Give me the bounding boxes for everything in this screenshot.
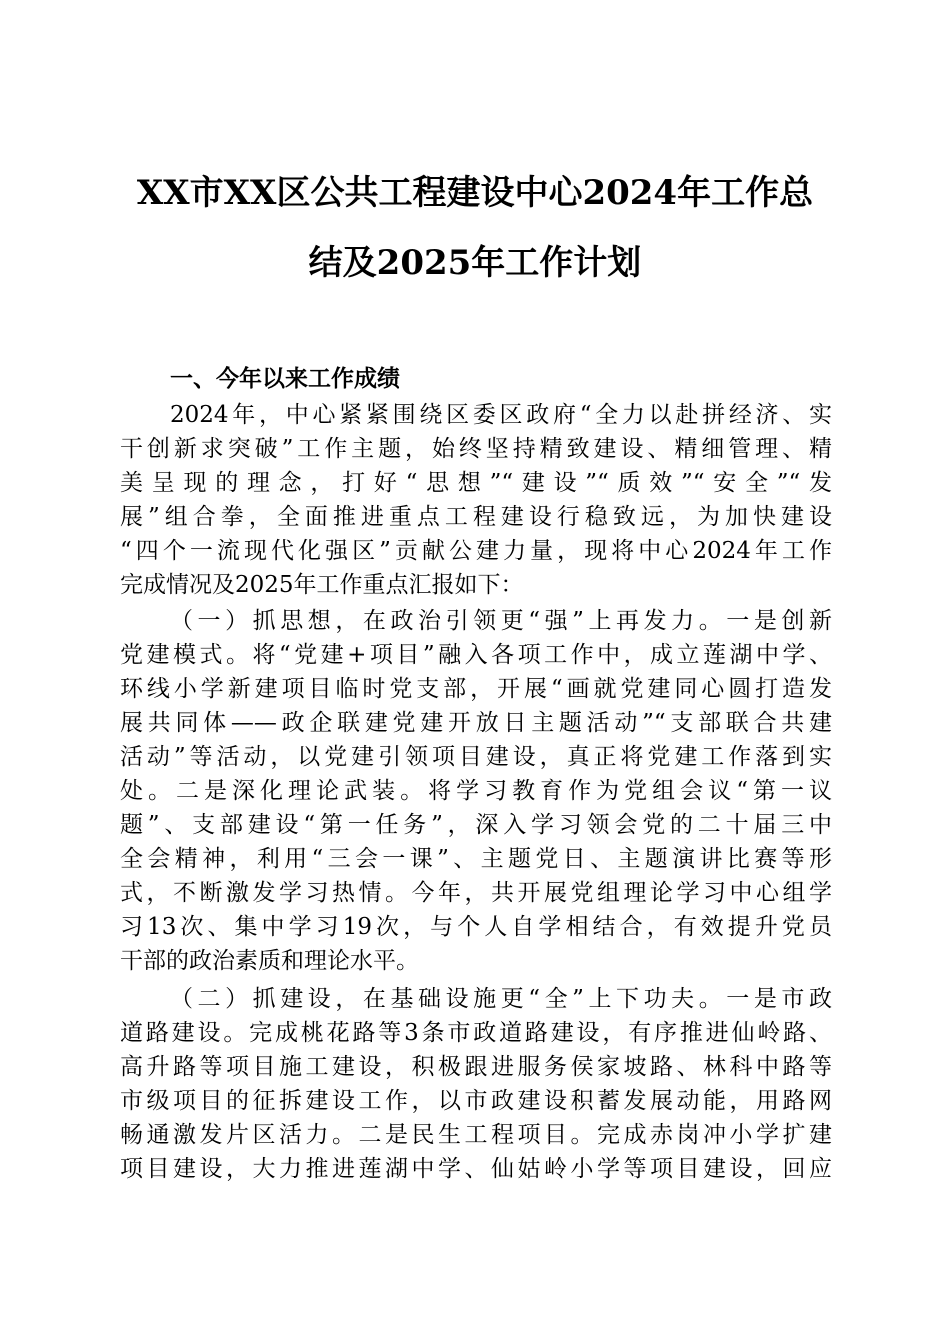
paragraph-1-line: 活动”等活动，以党建引领项目建设，真正将党建工作落到实: [120, 744, 832, 770]
paragraph-1-line: 题”、支部建设“第一任务”，深入学习领会党的二十届三中: [120, 812, 832, 838]
intro-line: 2024年，中心紧紧围绕区委区政府“全力以赴拼经济、实: [170, 402, 832, 428]
paragraph-1-line: 党建模式。将“党建+项目”融入各项工作中，成立莲湖中学、: [120, 642, 832, 668]
paragraph-1-line: 全会精神，利用“三会一课”、主题党日、主题演讲比赛等形: [120, 846, 832, 872]
paragraph-2-line: 市级项目的征拆建设工作，以市政建设积蓄发展动能，用路网: [120, 1088, 832, 1114]
intro-line: 完成情况及2025年工作重点汇报如下：: [120, 572, 524, 598]
intro-line: 展”组合拳，全面推进重点工程建设行稳致远，为加快建设: [120, 504, 832, 530]
paragraph-1-line: 习13次、集中学习19次，与个人自学相结合，有效提升党员: [120, 914, 832, 940]
section-heading: 一、今年以来工作成绩: [170, 366, 400, 392]
document-title-line-2: 结及2025年工作计划: [308, 243, 642, 283]
paragraph-1-line: 环线小学新建项目临时党支部，开展“画就党建同心圆打造发: [120, 676, 832, 702]
paragraph-1-line: 干部的政治素质和理论水平。: [120, 948, 419, 974]
document-title-line-1: XX市XX区公共工程建设中心2024年工作总: [136, 173, 814, 213]
intro-line: 干创新求突破”工作主题，始终坚持精致建设、精细管理、精: [120, 436, 832, 462]
paragraph-2-line: 道路建设。完成桃花路等3条市政道路建设，有序推进仙岭路、: [120, 1020, 832, 1046]
paragraph-2-line: 畅通激发片区活力。二是民生工程项目。完成赤岗冲小学扩建: [120, 1122, 832, 1148]
paragraph-1-line: 式，不断激发学习热情。今年，共开展党组理论学习中心组学: [120, 880, 832, 906]
paragraph-2-line: 高升路等项目施工建设，积极跟进服务侯家坡路、林科中路等: [120, 1054, 832, 1080]
intro-line: “四个一流现代化强区”贡献公建力量，现将中心2024年工作: [120, 538, 832, 564]
paragraph-1-line: 展共同体——政企联建党建开放日主题活动”“支部联合共建: [120, 710, 832, 736]
paragraph-2-line: （二）抓建设，在基础设施更“全”上下功夫。一是市政: [170, 986, 832, 1012]
intro-line: 美呈现的理念，打好“思想”“建设”“质效”“安全”“发: [120, 470, 832, 496]
paragraph-2-line: 项目建设，大力推进莲湖中学、仙姑岭小学等项目建设，回应: [120, 1156, 832, 1182]
paragraph-1-line: （一）抓思想，在政治引领更“强”上再发力。一是创新: [170, 608, 832, 634]
paragraph-1-line: 处。二是深化理论武装。将学习教育作为党组会议“第一议: [120, 778, 832, 804]
